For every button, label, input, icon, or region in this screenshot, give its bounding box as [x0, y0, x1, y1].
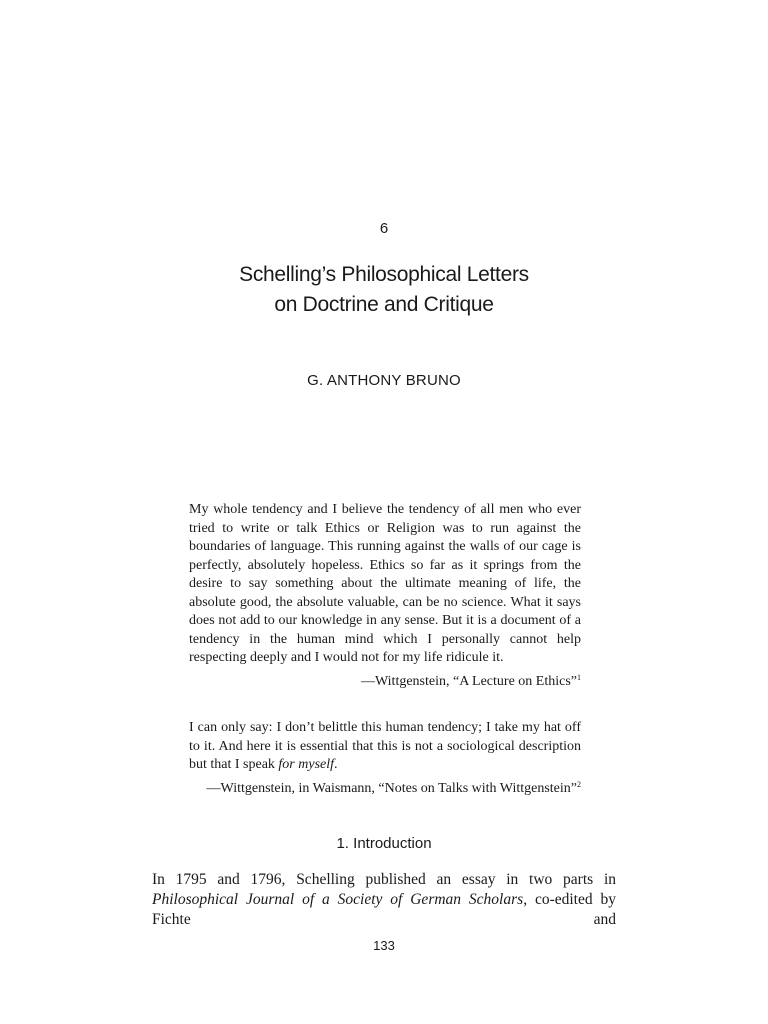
epigraph-2-emphasis: for myself [278, 757, 335, 772]
chapter-title [0, 260, 768, 320]
body-paragraph [152, 870, 616, 930]
chapter-number: 6 [379, 220, 389, 237]
chapter-title-line-2: on Doctrine and Critique [274, 293, 494, 316]
body-text-after: , co-edited by Fichte and [152, 891, 616, 928]
page-number: 133 [373, 938, 395, 953]
epigraph-2-text [189, 719, 581, 775]
epigraph-2-attribution [189, 780, 581, 799]
epigraph-2-text-after: . [334, 757, 338, 772]
epigraph-1 [189, 501, 581, 691]
body-text-before: In 1795 and 1796, Schelling published an essay in two parts in [152, 871, 616, 888]
journal-title: Philosophical Journal of a Society of German Scholars [152, 891, 524, 908]
epigraph-2 [189, 719, 581, 798]
epigraph-1-attribution-text: —Wittgenstein, “A Lecture on Ethics” [361, 673, 577, 689]
epigraph-1-text: My whole tendency and I believe the tendency of all men who ever tried to write or talk Ethics or Religion was to run against the boundaries of language. This running against the walls of our cage is perfectly, absolutely hopeless. Ethics so far as it springs from the desire to say something about the ultimate meaning of life, the absolute good, the absolute valuable, can be no science. What it says does not add to our knowledge in any sense. But it is a document of a tendency in the human mind which I personally cannot help respecting deeply and I would not for my life ridicule it. [189, 502, 581, 665]
author-name: G. ANTHONY BRUNO [307, 372, 461, 389]
epigraph-1-attribution [189, 673, 581, 692]
epigraph-2-text-before: I can only say: I don’t belittle this human tendency; I take my hat off to it. And here it is essential that this is not a sociological description but that I speak [189, 720, 581, 772]
chapter-title-line-1: Schelling’s Philosophical Letters [239, 263, 529, 286]
body-paragraph-text [152, 870, 616, 930]
footnote-ref-1[interactable]: 1 [577, 672, 581, 682]
section-heading: 1. Introduction [336, 835, 432, 852]
epigraph-2-attribution-text: —Wittgenstein, in Waismann, “Notes on Talks with Wittgenstein” [206, 780, 577, 796]
footnote-ref-2[interactable]: 2 [577, 779, 581, 789]
